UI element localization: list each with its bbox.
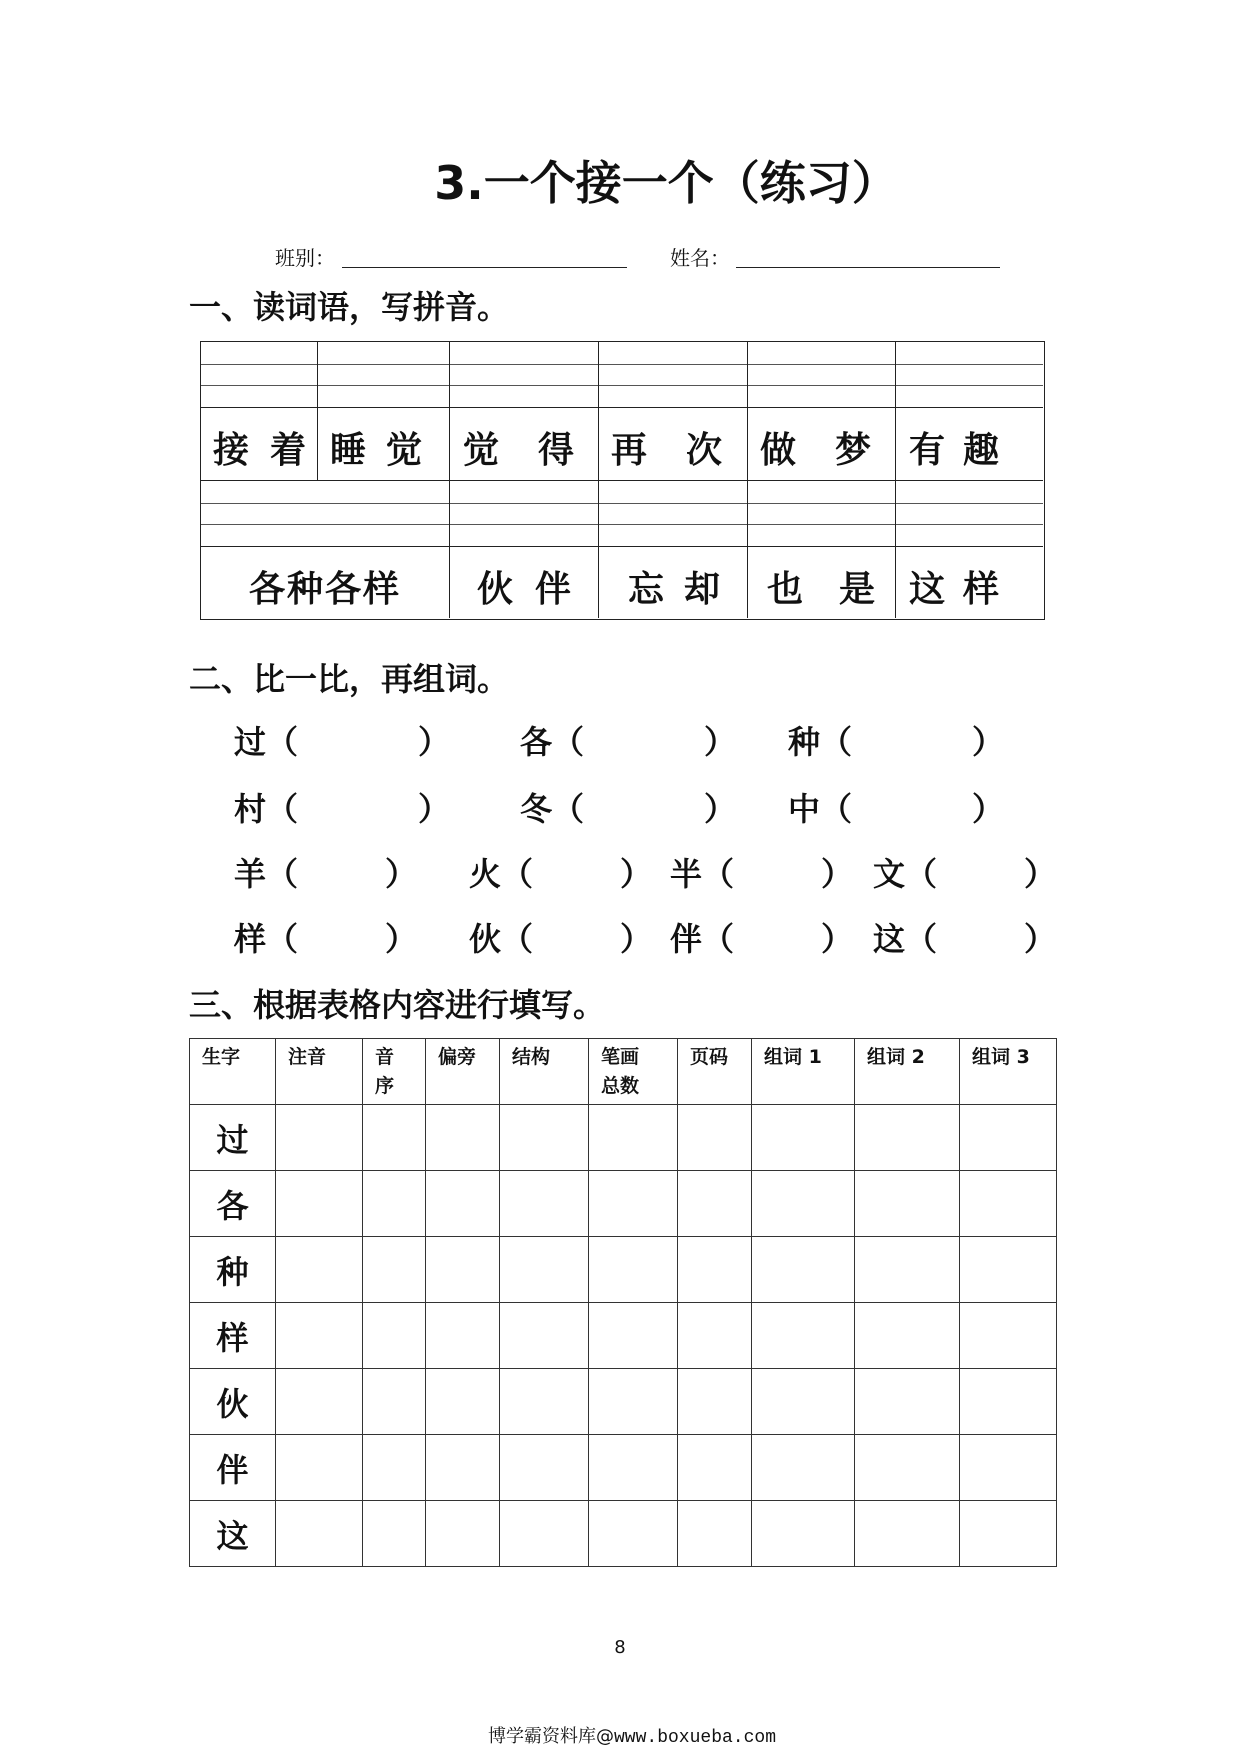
open-bracket: （ (266, 920, 299, 958)
section-1-heading: 一、读词语，写拼音。 (189, 288, 510, 326)
close-bracket: ） (620, 855, 653, 893)
character-cell: 种 (190, 1237, 276, 1303)
blank-cell (678, 1171, 752, 1237)
open-bracket: （ (820, 723, 853, 761)
blank-cell (276, 1435, 363, 1501)
pinyin-grid-cell (896, 481, 1043, 547)
word-cell: 再次 (599, 408, 748, 481)
footer-site-name: 博学霸资料库@ (487, 1726, 614, 1747)
pinyin-grid-cell (318, 342, 450, 408)
compare-character: 冬 (520, 790, 553, 828)
blank-cell (276, 1303, 363, 1369)
word-cell: 忘却 (599, 547, 748, 618)
character-cell: 伴 (190, 1435, 276, 1501)
blank-cell (678, 1303, 752, 1369)
blank-cell (678, 1369, 752, 1435)
blank-cell (363, 1171, 426, 1237)
blank-cell (752, 1501, 855, 1567)
blank-cell (752, 1237, 855, 1303)
open-bracket: （ (702, 855, 735, 893)
blank-cell (752, 1303, 855, 1369)
close-bracket: ） (418, 723, 451, 761)
close-bracket: ） (1024, 920, 1057, 958)
open-bracket: （ (820, 790, 853, 828)
compare-item (234, 855, 418, 893)
column-header (589, 1039, 678, 1105)
word-cell: 这样 (909, 568, 1018, 610)
compare-character: 伴 (670, 920, 703, 958)
close-bracket: ） (704, 790, 737, 828)
blank-cell (500, 1105, 589, 1171)
blank-cell (500, 1303, 589, 1369)
character-cell: 这 (190, 1501, 276, 1567)
blank-cell (276, 1105, 363, 1171)
blank-cell (589, 1171, 678, 1237)
word-cell: 睡觉 (318, 408, 450, 481)
column-header: 组词 2 (855, 1039, 960, 1105)
compare-character: 中 (788, 790, 821, 828)
blank-cell (855, 1303, 960, 1369)
word-cell: 做梦 (748, 408, 896, 481)
character-cell: 各 (190, 1171, 276, 1237)
character-cell: 伙 (190, 1369, 276, 1435)
blank-cell (426, 1369, 500, 1435)
blank-cell (276, 1501, 363, 1567)
blank-cell (960, 1369, 1057, 1435)
pinyin-grid-cell (201, 481, 450, 547)
blank-cell (960, 1435, 1057, 1501)
blank-cell (426, 1501, 500, 1567)
blank-cell (500, 1369, 589, 1435)
compare-character: 这 (873, 920, 906, 958)
word-cell: 接着 (201, 408, 318, 481)
page-title: 3.一个接一个（练习） (434, 156, 898, 210)
blank-cell (855, 1237, 960, 1303)
compare-item (469, 855, 653, 893)
compare-character: 种 (788, 723, 821, 761)
open-bracket: （ (266, 790, 299, 828)
close-bracket: ） (972, 790, 1005, 828)
blank-cell (276, 1171, 363, 1237)
blank-cell (363, 1369, 426, 1435)
blank-cell (678, 1105, 752, 1171)
close-bracket: ） (972, 723, 1005, 761)
compare-item (788, 790, 1005, 828)
word-cell: 觉得 (450, 408, 599, 481)
character-info-table (189, 1038, 1057, 1567)
section-2-heading: 二、比一比，再组词。 (189, 660, 510, 698)
blank-cell (855, 1171, 960, 1237)
pinyin-grid-cell (599, 342, 748, 408)
name-underline (736, 267, 1000, 268)
blank-cell (426, 1237, 500, 1303)
section-3-heading: 三、根据表格内容进行填写。 (189, 986, 606, 1024)
column-header: 生字 (190, 1039, 276, 1105)
close-bracket: ） (418, 790, 451, 828)
column-header: 结构 (500, 1039, 589, 1105)
compare-character: 村 (234, 790, 267, 828)
class-underline (342, 267, 627, 268)
word-cell: 也是 (748, 547, 896, 618)
blank-cell (500, 1237, 589, 1303)
blank-cell (678, 1435, 752, 1501)
column-header-label: 音序 (375, 1046, 395, 1097)
blank-cell (500, 1501, 589, 1567)
compare-item (670, 855, 854, 893)
compare-character: 伙 (469, 920, 502, 958)
open-bracket: （ (702, 920, 735, 958)
compare-item (873, 920, 1057, 958)
name-label: 姓名： (670, 246, 730, 270)
blank-cell (363, 1105, 426, 1171)
table-row (190, 1501, 1057, 1567)
blank-cell (752, 1171, 855, 1237)
compare-item (520, 723, 737, 761)
blank-cell (855, 1501, 960, 1567)
word-cell: 有趣 (896, 408, 1043, 481)
class-label: 班别： (275, 246, 335, 270)
blank-cell (589, 1369, 678, 1435)
compare-character: 半 (670, 855, 703, 893)
open-bracket: （ (266, 723, 299, 761)
close-bracket: ） (821, 920, 854, 958)
column-header: 偏旁 (426, 1039, 500, 1105)
blank-cell (678, 1237, 752, 1303)
pinyin-grid-cell (748, 481, 896, 547)
blank-cell (426, 1171, 500, 1237)
pinyin-word-table (200, 341, 1045, 620)
compare-character: 羊 (234, 855, 267, 893)
blank-cell (500, 1435, 589, 1501)
blank-cell (426, 1303, 500, 1369)
pinyin-grid-cell (896, 342, 1043, 408)
compare-character: 过 (234, 723, 267, 761)
blank-cell (363, 1237, 426, 1303)
table-row (190, 1105, 1057, 1171)
blank-cell (589, 1501, 678, 1567)
table-row (190, 1303, 1057, 1369)
open-bracket: （ (266, 855, 299, 893)
blank-cell (960, 1171, 1057, 1237)
compare-item (873, 855, 1057, 893)
table-row (190, 1369, 1057, 1435)
table-row (190, 1237, 1057, 1303)
table-row (190, 1435, 1057, 1501)
compare-character: 各 (520, 723, 553, 761)
column-header: 组词 1 (752, 1039, 855, 1105)
pinyin-grid-cell (599, 481, 748, 547)
pinyin-grid-cell (748, 342, 896, 408)
character-cell: 样 (190, 1303, 276, 1369)
blank-cell (855, 1435, 960, 1501)
compare-item (520, 790, 737, 828)
footer-watermark (432, 1727, 832, 1748)
open-bracket: （ (905, 920, 938, 958)
column-header (363, 1039, 426, 1105)
compare-item (670, 920, 854, 958)
compare-item (234, 723, 451, 761)
blank-cell (500, 1171, 589, 1237)
compare-character: 样 (234, 920, 267, 958)
open-bracket: （ (552, 723, 585, 761)
close-bracket: ） (821, 855, 854, 893)
blank-cell (752, 1435, 855, 1501)
pinyin-grid-cell (201, 342, 318, 408)
close-bracket: ） (385, 855, 418, 893)
page-number: 8 (614, 1637, 626, 1658)
close-bracket: ） (704, 723, 737, 761)
close-bracket: ） (620, 920, 653, 958)
close-bracket: ） (1024, 855, 1057, 893)
blank-cell (426, 1435, 500, 1501)
blank-cell (589, 1435, 678, 1501)
blank-cell (363, 1435, 426, 1501)
open-bracket: （ (905, 855, 938, 893)
column-header: 注音 (276, 1039, 363, 1105)
word-cell: 伙伴 (450, 547, 599, 618)
blank-cell (363, 1303, 426, 1369)
blank-cell (276, 1237, 363, 1303)
compare-character: 文 (873, 855, 906, 893)
column-header: 页码 (678, 1039, 752, 1105)
footer-url: www.boxueba.com (613, 1728, 777, 1748)
compare-item (234, 790, 451, 828)
blank-cell (426, 1105, 500, 1171)
pinyin-grid-cell (450, 481, 599, 547)
compare-item (469, 920, 653, 958)
compare-item (234, 920, 418, 958)
table-row (190, 1171, 1057, 1237)
open-bracket: （ (501, 855, 534, 893)
word-cell: 各种各样 (201, 547, 450, 618)
compare-character: 火 (469, 855, 502, 893)
blank-cell (752, 1369, 855, 1435)
blank-cell (363, 1501, 426, 1567)
blank-cell (752, 1105, 855, 1171)
blank-cell (960, 1303, 1057, 1369)
character-cell: 过 (190, 1105, 276, 1171)
blank-cell (589, 1303, 678, 1369)
blank-cell (960, 1501, 1057, 1567)
blank-cell (855, 1369, 960, 1435)
pinyin-grid-cell (450, 342, 599, 408)
blank-cell (960, 1105, 1057, 1171)
column-header: 组词 3 (960, 1039, 1057, 1105)
column-header-label: 笔画总数 (601, 1046, 640, 1097)
blank-cell (276, 1369, 363, 1435)
blank-cell (855, 1105, 960, 1171)
close-bracket: ） (385, 920, 418, 958)
header-row (190, 1039, 1057, 1105)
blank-cell (589, 1237, 678, 1303)
compare-item (788, 723, 1005, 761)
open-bracket: （ (552, 790, 585, 828)
blank-cell (960, 1237, 1057, 1303)
blank-cell (589, 1105, 678, 1171)
open-bracket: （ (501, 920, 534, 958)
blank-cell (678, 1501, 752, 1567)
